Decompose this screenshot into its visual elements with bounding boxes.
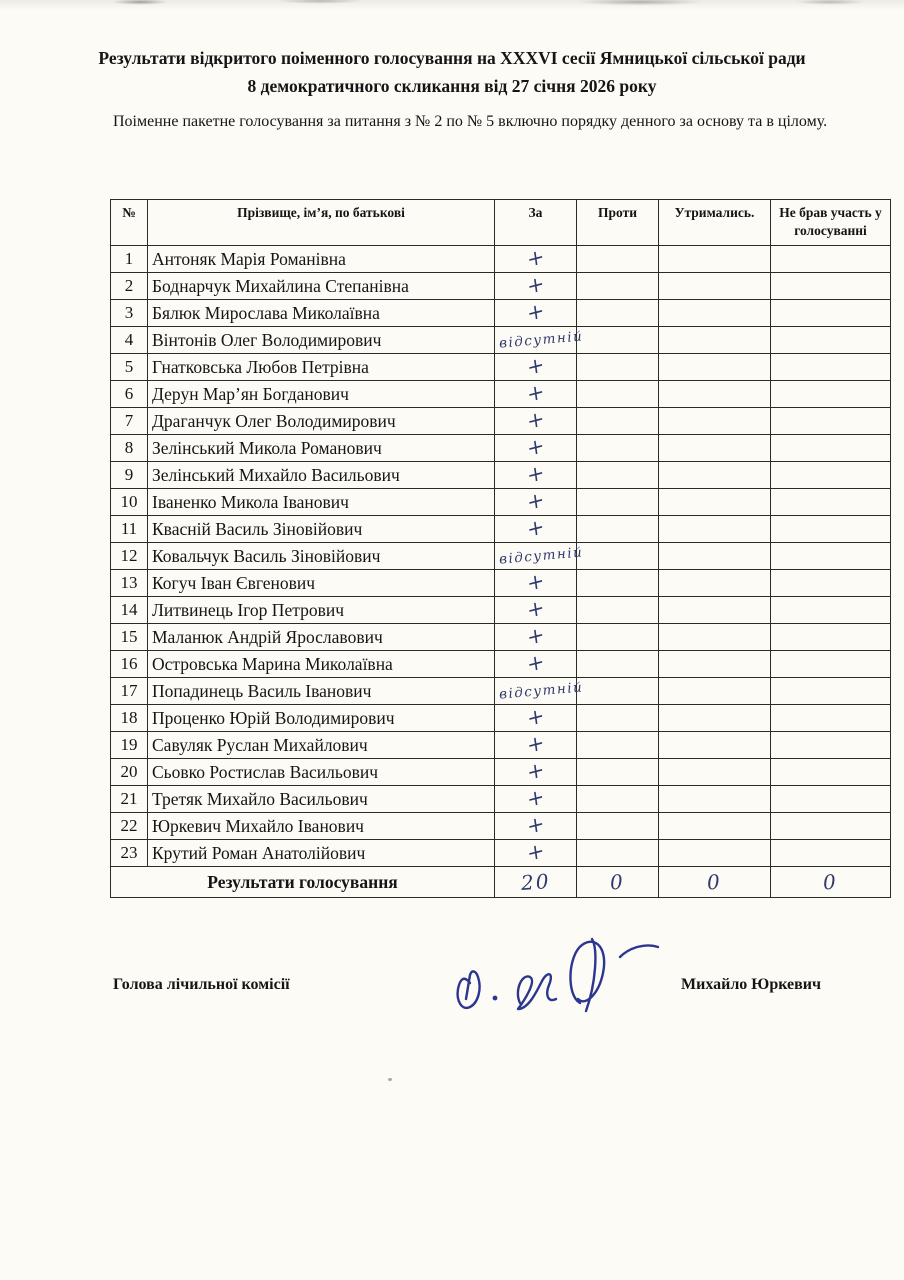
row-number: 10 [111,489,148,516]
vote-not-voting-cell [771,300,891,327]
vote-not-voting-cell [771,651,891,678]
vote-abstained-cell [659,273,771,300]
handwritten-plus-mark: + [525,513,546,543]
handwritten-plus-mark: + [525,837,546,867]
vote-against-cell [577,381,659,408]
vote-against-cell [577,759,659,786]
vote-not-voting-cell [771,246,891,273]
table-row [111,408,891,435]
results-against-cell [577,867,659,898]
vote-for-cell [495,405,577,435]
column-header-against: Проти [577,200,659,246]
handwritten-total-abstained: 0 [706,869,723,895]
vote-for-cell [495,756,577,786]
vote-for-cell [495,729,577,759]
vote-for-cell [495,543,584,570]
deputy-name: Попадинець Василь Іванович [148,678,495,705]
handwritten-total-not-voting: 0 [822,869,839,895]
row-number: 17 [111,678,148,705]
vote-against-cell [577,246,659,273]
deputy-name: Зелінський Михайло Васильович [148,462,495,489]
table-row [111,786,891,813]
table-row [111,705,891,732]
vote-not-voting-cell [771,813,891,840]
vote-against-cell [577,462,659,489]
deputy-name: Іваненко Микола Іванович [148,489,495,516]
row-number: 9 [111,462,148,489]
row-number: 15 [111,624,148,651]
vote-for-cell [495,351,577,381]
vote-abstained-cell [659,489,771,516]
vote-abstained-cell [659,516,771,543]
deputy-name: Проценко Юрій Володимирович [148,705,495,732]
deputy-name: Боднарчук Михайлина Степанівна [148,273,495,300]
row-number: 2 [111,273,148,300]
row-number: 3 [111,300,148,327]
vote-against-cell [577,570,659,597]
handwritten-plus-mark: + [525,621,546,651]
vote-not-voting-cell [771,597,891,624]
handwritten-plus-mark: + [525,297,546,327]
deputy-name: Вінтонів Олег Володимирович [148,327,495,354]
vote-abstained-cell [659,462,771,489]
vote-for-cell [495,678,584,705]
row-number: 5 [111,354,148,381]
vote-not-voting-cell [771,273,891,300]
row-number: 12 [111,543,148,570]
vote-not-voting-cell [771,462,891,489]
row-number: 16 [111,651,148,678]
vote-for-cell [495,270,577,300]
table-row [111,462,891,489]
deputy-name: Антоняк Марія Романівна [148,246,495,273]
document-subtitle: Поіменне пакетне голосування за питання з № 2 по № 5 включно порядку денного за основу та в цілому. [113,113,828,130]
table-header-row [111,200,891,246]
vote-abstained-cell [659,570,771,597]
vote-abstained-cell [659,813,771,840]
vote-against-cell [577,435,659,462]
vote-for-cell [495,594,577,624]
handwritten-plus-mark: + [525,756,546,786]
results-abstained-cell [659,867,771,898]
vote-not-voting-cell [771,543,891,570]
vote-not-voting-cell [771,435,891,462]
vote-for-cell [495,648,577,678]
table-row [111,273,891,300]
deputy-name: Когуч Іван Євгенович [148,570,495,597]
handwritten-plus-mark: + [525,702,546,732]
deputy-name: Маланюк Андрій Ярославович [148,624,495,651]
deputy-name: Третяк Михайло Васильович [148,786,495,813]
row-number: 20 [111,759,148,786]
vote-abstained-cell [659,435,771,462]
deputy-name: Бялюк Мирослава Миколаївна [148,300,495,327]
handwritten-plus-mark: + [525,351,546,381]
row-number: 21 [111,786,148,813]
table-row [111,840,891,867]
vote-abstained-cell [659,705,771,732]
vote-abstained-cell [659,543,771,570]
voting-table-body [111,243,891,867]
row-number: 7 [111,408,148,435]
deputy-name: Ковальчук Василь Зіновійович [148,543,495,570]
vote-for-cell [495,567,577,597]
vote-not-voting-cell [771,732,891,759]
vote-against-cell [577,300,659,327]
vote-abstained-cell [659,381,771,408]
vote-abstained-cell [659,300,771,327]
vote-not-voting-cell [771,759,891,786]
handwritten-plus-mark: + [525,729,546,759]
vote-not-voting-cell [771,408,891,435]
footer-signer-name: Михайло Юркевич [681,976,822,993]
vote-not-voting-cell [771,381,891,408]
table-row [111,489,891,516]
table-row [111,300,891,327]
vote-for-cell [495,513,577,543]
deputy-name: Островська Марина Миколаївна [148,651,495,678]
handwritten-absent-note: відсутній [498,544,584,568]
vote-abstained-cell [659,651,771,678]
table-row [111,354,891,381]
scan-artifact-top-edge [0,0,904,10]
vote-abstained-cell [659,354,771,381]
row-number: 14 [111,597,148,624]
row-number: 11 [111,516,148,543]
row-number: 18 [111,705,148,732]
handwritten-absent-note: відсутній [498,679,584,703]
handwritten-plus-mark: + [525,594,546,624]
vote-not-voting-cell [771,354,891,381]
document-title-line1: Результати відкритого поіменного голосування на XXXVI сесії Ямницької сільської ради [98,48,806,68]
signature-scribble [440,915,670,1040]
table-row [111,732,891,759]
handwritten-plus-mark: + [525,648,546,678]
vote-against-cell [577,813,659,840]
table-row [111,381,891,408]
table-row [111,327,891,354]
vote-abstained-cell [659,246,771,273]
vote-for-cell [495,486,577,516]
vote-abstained-cell [659,327,771,354]
handwritten-plus-mark: + [525,459,546,489]
voting-results-table [110,199,891,898]
handwritten-absent-note: відсутній [498,328,584,352]
table-row [111,597,891,624]
vote-abstained-cell [659,732,771,759]
row-number: 22 [111,813,148,840]
vote-for-cell [495,810,577,840]
deputy-name: Сьовко Ростислав Васильович [148,759,495,786]
table-row [111,435,891,462]
vote-for-cell [495,327,584,354]
table-row [111,570,891,597]
deputy-name: Квасній Василь Зіновійович [148,516,495,543]
handwritten-plus-mark: + [525,810,546,840]
vote-abstained-cell [659,786,771,813]
table-row [111,651,891,678]
handwritten-total-for: 20 [519,869,552,895]
vote-abstained-cell [659,597,771,624]
deputy-name: Драганчук Олег Володимирович [148,408,495,435]
handwritten-plus-mark: + [525,270,546,300]
footer-role-label: Голова лічильної комісії [113,976,290,993]
vote-against-cell [577,354,659,381]
document-title [62,44,842,100]
document-title-line2: 8 демократичного скликання від 27 січня 2026 року [247,76,657,96]
column-header-name: Прізвище, ім’я, по батькові [148,200,495,246]
vote-against-cell [577,678,659,705]
row-number: 1 [111,246,148,273]
results-for-cell [495,867,577,898]
scan-artifact-speck [388,1078,392,1081]
results-row [111,867,891,898]
vote-against-cell [577,840,659,867]
vote-against-cell [577,624,659,651]
table-row [111,813,891,840]
row-number: 13 [111,570,148,597]
deputy-name: Крутий Роман Анатолійович [148,840,495,867]
row-number: 23 [111,840,148,867]
vote-for-cell [495,432,577,462]
deputy-name: Гнатковська Любов Петрівна [148,354,495,381]
vote-against-cell [577,543,659,570]
vote-not-voting-cell [771,786,891,813]
handwritten-plus-mark: + [525,405,546,435]
table-row [111,246,891,273]
vote-for-cell [495,297,577,327]
vote-against-cell [577,516,659,543]
vote-for-cell [495,378,577,408]
deputy-name: Савуляк Руслан Михайлович [148,732,495,759]
vote-abstained-cell [659,678,771,705]
table-row [111,678,891,705]
vote-abstained-cell [659,840,771,867]
vote-not-voting-cell [771,705,891,732]
vote-against-cell [577,273,659,300]
row-number: 4 [111,327,148,354]
table-row [111,624,891,651]
table-row [111,516,891,543]
deputy-name: Литвинець Ігор Петрович [148,597,495,624]
column-header-not-voting: Не брав участь у голосуванні [771,200,891,246]
handwritten-plus-mark: + [525,378,546,408]
vote-abstained-cell [659,408,771,435]
vote-for-cell [495,702,577,732]
column-header-for: За [495,200,577,246]
row-number: 6 [111,381,148,408]
handwritten-plus-mark: + [525,243,546,273]
vote-for-cell [495,783,577,813]
table-row [111,759,891,786]
vote-not-voting-cell [771,840,891,867]
vote-abstained-cell [659,624,771,651]
vote-not-voting-cell [771,570,891,597]
vote-not-voting-cell [771,624,891,651]
vote-not-voting-cell [771,516,891,543]
vote-against-cell [577,327,659,354]
vote-abstained-cell [659,759,771,786]
table-row [111,543,891,570]
handwritten-plus-mark: + [525,432,546,462]
deputy-name: Дерун Мар’ян Богданович [148,381,495,408]
results-label: Результати голосування [111,867,495,898]
vote-for-cell [495,243,577,273]
vote-for-cell [495,459,577,489]
deputy-name: Зелінський Микола Романович [148,435,495,462]
vote-for-cell [495,621,577,651]
vote-for-cell [495,837,577,867]
vote-against-cell [577,786,659,813]
column-header-abstained: Утримались. [659,200,771,246]
row-number: 8 [111,435,148,462]
vote-not-voting-cell [771,327,891,354]
handwritten-total-against: 0 [609,869,626,895]
column-header-number: № [111,200,148,246]
vote-against-cell [577,597,659,624]
vote-against-cell [577,732,659,759]
results-not-voting-cell [771,867,891,898]
vote-against-cell [577,489,659,516]
handwritten-plus-mark: + [525,486,546,516]
handwritten-plus-mark: + [525,567,546,597]
vote-against-cell [577,408,659,435]
vote-not-voting-cell [771,489,891,516]
vote-not-voting-cell [771,678,891,705]
deputy-name: Юркевич Михайло Іванович [148,813,495,840]
handwritten-plus-mark: + [525,783,546,813]
vote-against-cell [577,651,659,678]
row-number: 19 [111,732,148,759]
vote-against-cell [577,705,659,732]
